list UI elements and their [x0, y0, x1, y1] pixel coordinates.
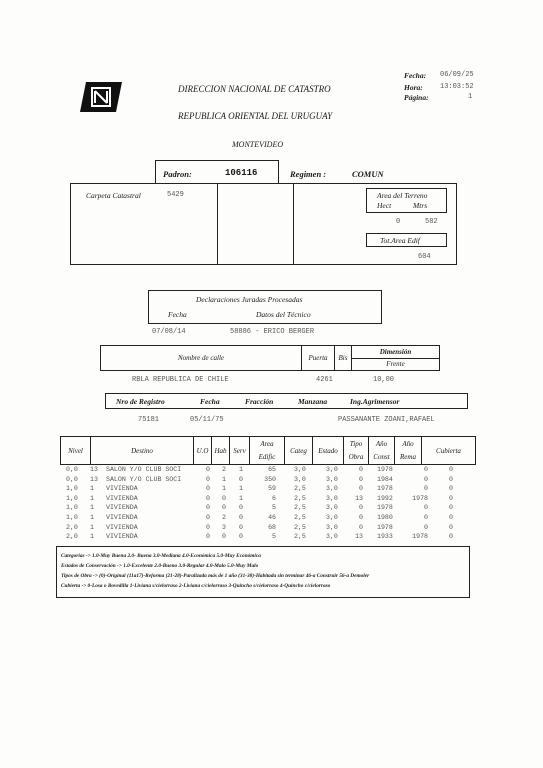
row-6-destino: VIVIENDA — [106, 514, 138, 521]
department-title: MONTEVIDEO — [232, 140, 284, 149]
legend-estados: Estados de Conservación -> 1.0-Excelente 2.0-Bueno 3.0-Regular 4.0-Malo 5.0-Muy Malo — [61, 563, 259, 569]
calle-frente-value: 10,00 — [373, 376, 395, 384]
row-4-destino: VIVIENDA — [106, 494, 138, 502]
row-6-cub: 0 — [449, 514, 453, 521]
row-8-tipo: 13 — [355, 533, 363, 541]
calle-dimension-header: Dimensión — [352, 346, 440, 359]
fecha-value: 06/09/25 — [440, 71, 474, 79]
header-destino: Destino — [91, 437, 194, 465]
registro-nro-label: Nro de Registro — [116, 397, 165, 406]
header-area: Area — [250, 437, 285, 451]
declaraciones-tecnico-value: 58886 - ERICO BERGER — [230, 328, 315, 336]
row-3-rema: 0 — [424, 485, 428, 493]
row-8-serv: 0 — [239, 533, 243, 541]
row-6-const: 1980 — [377, 514, 393, 521]
row-3-categ: 2,5 — [294, 485, 306, 493]
row-5-uo: 0 — [206, 504, 210, 512]
row-1-serv: 1 — [239, 466, 243, 473]
row-2-serv: 0 — [239, 475, 243, 483]
carpeta-value: 5429 — [167, 191, 184, 199]
header-const: Const — [369, 451, 395, 465]
catastro-divider-1 — [217, 183, 218, 265]
row-1-estado: 3,0 — [326, 466, 338, 473]
regimen-value: COMUN — [352, 169, 384, 179]
row-6-hab: 2 — [222, 514, 226, 521]
row-8-num: 1 — [90, 533, 94, 541]
row-4-uo: 0 — [206, 494, 210, 502]
header-estado: Estado — [313, 437, 344, 465]
row-8-hab: 0 — [222, 533, 226, 541]
row-6-tipo: 0 — [359, 514, 363, 521]
row-7-const: 1978 — [377, 523, 393, 531]
row-4-nivel: 1,0 — [66, 494, 78, 502]
calle-bis-header: Bis — [335, 346, 352, 371]
row-4-estado: 3,0 — [326, 494, 338, 502]
row-1-num: 13 — [90, 466, 98, 473]
row-5-serv: 0 — [239, 504, 243, 512]
legend-categorias: Categorias -> 1.0-Muy Buena 2.0- Buena 3.0-Mediana 4.0-Económica 5.0-Muy Económica — [61, 553, 261, 559]
row-6-num: 1 — [90, 514, 94, 521]
header-anio-const: Año — [369, 437, 395, 451]
country-title: REPUBLICA ORIENTAL DEL URUGUAY — [178, 111, 333, 121]
row-5-area: 5 — [272, 504, 276, 512]
calle-nombre-header: Nombre de calle — [101, 346, 302, 371]
registro-agrimensor-label: Ing.Agrimensor — [350, 397, 400, 406]
row-1-tipo: 0 — [359, 466, 363, 473]
hect-value: 0 — [396, 218, 401, 226]
header-cubierta: Cubierta — [422, 437, 476, 465]
registro-fecha-value: 05/11/75 — [190, 416, 224, 424]
row-2-uo: 0 — [206, 475, 210, 483]
row-7-categ: 2,5 — [294, 523, 306, 531]
row-2-destino: SALON Y/O CLUB SOCI — [106, 475, 182, 483]
row-2-categ: 3,0 — [294, 475, 306, 483]
tot-area-label: Tot.Area Edif — [380, 236, 420, 245]
row-3-tipo: 0 — [359, 485, 363, 493]
area-terreno-label: Area del Terreno — [377, 191, 428, 200]
calle-puerta-value: 4261 — [316, 376, 333, 384]
registro-nro-value: 75181 — [138, 416, 160, 424]
fecha-label: Fecha: — [404, 71, 427, 80]
row-6-rema: 0 — [424, 514, 428, 521]
row-7-tipo: 0 — [359, 523, 363, 531]
row-4-categ: 2,5 — [294, 494, 306, 502]
row-7-nivel: 2,0 — [66, 523, 78, 531]
row-5-rema: 0 — [424, 504, 428, 512]
header-rema: Rema — [395, 451, 422, 465]
row-2-estado: 3,0 — [326, 475, 338, 483]
row-6-serv: 0 — [239, 514, 243, 521]
row-8-rema: 1978 — [412, 533, 428, 541]
row-8-cub: 0 — [449, 533, 453, 541]
registro-fraccion-label: Fracción — [245, 397, 274, 406]
row-2-num: 13 — [90, 475, 98, 483]
row-4-tipo: 13 — [355, 494, 363, 502]
row-8-destino: VIVIENDA — [106, 533, 138, 541]
row-2-rema: 0 — [424, 475, 428, 483]
declaraciones-fecha-value: 07/08/14 — [152, 328, 186, 336]
header-uo: U.O — [194, 437, 212, 465]
row-4-hab: 0 — [222, 494, 226, 502]
hora-value: 13:03:52 — [440, 83, 474, 91]
declaraciones-fecha-label: Fecha — [168, 310, 187, 319]
calle-frente-header: Frente — [352, 358, 440, 371]
declaraciones-title: Declaraciones Juradas Procesadas — [196, 295, 303, 304]
edificacion-header-table — [60, 436, 476, 465]
row-8-const: 1933 — [377, 533, 393, 541]
row-2-nivel: 0,0 — [66, 475, 78, 483]
row-1-hab: 2 — [222, 466, 226, 473]
row-1-const: 1978 — [377, 466, 393, 473]
row-1-destino: SALON Y/O CLUB SOCI — [106, 466, 182, 473]
row-5-nivel: 1,0 — [66, 504, 78, 512]
row-3-estado: 3,0 — [326, 485, 338, 493]
padron-value: 106116 — [225, 168, 258, 178]
row-5-destino: VIVIENDA — [106, 504, 138, 512]
row-5-hab: 0 — [222, 504, 226, 512]
row-1-nivel: 0,0 — [66, 466, 78, 473]
row-4-rema: 1978 — [412, 494, 428, 502]
row-7-num: 1 — [90, 523, 94, 531]
row-1-uo: 0 — [206, 466, 210, 473]
row-2-const: 1984 — [377, 475, 393, 483]
header-edific: Edific — [250, 451, 285, 465]
row-5-cub: 0 — [449, 504, 453, 512]
calle-puerta-header: Puerta — [302, 346, 335, 371]
row-2-cub: 0 — [449, 475, 453, 483]
row-4-num: 1 — [90, 494, 94, 502]
row-2-hab: 1 — [222, 475, 226, 483]
row-5-categ: 2,5 — [294, 504, 306, 512]
row-2-tipo: 0 — [359, 475, 363, 483]
row-8-categ: 2,5 — [294, 533, 306, 541]
regimen-label: Regimen : — [290, 169, 327, 179]
row-7-uo: 0 — [206, 523, 210, 531]
row-2-area: 350 — [264, 475, 276, 483]
agency-title: DIRECCION NACIONAL DE CATASTRO — [178, 84, 331, 94]
pagina-value: 1 — [468, 93, 473, 101]
row-8-uo: 0 — [206, 533, 210, 541]
row-1-categ: 3,0 — [294, 466, 306, 473]
row-1-rema: 0 — [424, 466, 428, 473]
legend-tipos: Tipos de Obra -> (0)-Original (11a17)-Reforma (21-28)-Paralizada más de 1 año (31-38)-Habitada sin terminar 46-a Construir 56-a Demoler — [61, 573, 370, 579]
legend-box — [56, 546, 470, 598]
row-7-serv: 0 — [239, 523, 243, 531]
header-serv: Serv — [230, 437, 250, 465]
hora-label: Hora: — [404, 83, 423, 92]
row-6-uo: 0 — [206, 514, 210, 521]
header-categ: Categ — [285, 437, 313, 465]
row-6-area: 46 — [268, 514, 276, 521]
row-8-area: 5 — [272, 533, 276, 541]
row-6-categ: 2,5 — [294, 514, 306, 521]
catastro-divider-2 — [293, 183, 294, 265]
registro-manzana-label: Manzana — [298, 397, 328, 406]
row-6-nivel: 1,0 — [66, 514, 78, 521]
row-4-cub: 0 — [449, 494, 453, 502]
row-5-estado: 3,0 — [326, 504, 338, 512]
row-7-estado: 3,0 — [326, 523, 338, 531]
row-1-area: 65 — [268, 466, 276, 473]
row-3-nivel: 1,0 — [66, 485, 78, 493]
calle-nombre-value: RBLA REPUBLICA DE CHILE — [132, 376, 229, 384]
row-4-serv: 1 — [239, 494, 243, 502]
row-7-cub: 0 — [449, 523, 453, 531]
row-8-nivel: 2,0 — [66, 533, 78, 541]
registro-agrimensor-value: PASSANANTE ZOANI,RAFAEL — [338, 416, 435, 424]
row-3-uo: 0 — [206, 485, 210, 493]
registro-fecha-label: Fecha — [200, 397, 220, 406]
row-3-hab: 1 — [222, 485, 226, 493]
row-5-tipo: 0 — [359, 504, 363, 512]
row-5-num: 1 — [90, 504, 94, 512]
hect-label: Hect — [377, 201, 392, 210]
tot-area-value: 604 — [418, 253, 431, 261]
row-3-destino: VIVIENDA — [106, 485, 138, 493]
legend-cubierta: Cubierta -> 0-Losa o Bovedilla 1-Liviana s/cielorraso 2-Liviana c/cielorraso 3-Quincho s/cielorraso 4-Quincho c/cielorraso — [61, 583, 331, 589]
row-3-num: 1 — [90, 485, 94, 493]
catastro-logo — [80, 82, 122, 112]
row-3-serv: 1 — [239, 485, 243, 493]
header-obra: Obra — [344, 451, 369, 465]
header-hab: Hab — [212, 437, 230, 465]
pagina-label: Página: — [404, 93, 429, 102]
row-8-estado: 3,0 — [326, 533, 338, 541]
row-7-area: 68 — [268, 523, 276, 531]
row-7-rema: 0 — [424, 523, 428, 531]
row-4-const: 1992 — [377, 494, 393, 502]
mtrs-label: Mtrs — [413, 201, 428, 210]
row-3-cub: 0 — [449, 485, 453, 493]
header-tipo: Tipo — [344, 437, 369, 451]
row-4-area: 6 — [272, 494, 276, 502]
header-anio-rema: Año — [395, 437, 422, 451]
padron-label: Padron: — [163, 169, 192, 179]
mtrs-value: 582 — [425, 218, 438, 226]
carpeta-label: Carpeta Catastral — [86, 191, 141, 200]
declaraciones-tecnico-label: Datos del Técnico — [256, 310, 311, 319]
header-nivel: Nivel — [61, 437, 91, 465]
row-5-const: 1978 — [377, 504, 393, 512]
row-3-area: 59 — [268, 485, 276, 493]
row-1-cub: 0 — [449, 466, 453, 473]
row-3-const: 1978 — [377, 485, 393, 493]
row-6-estado: 3,0 — [326, 514, 338, 521]
row-7-destino: VIVIENDA — [106, 523, 138, 531]
row-7-hab: 3 — [222, 523, 226, 531]
calle-table — [100, 345, 440, 371]
